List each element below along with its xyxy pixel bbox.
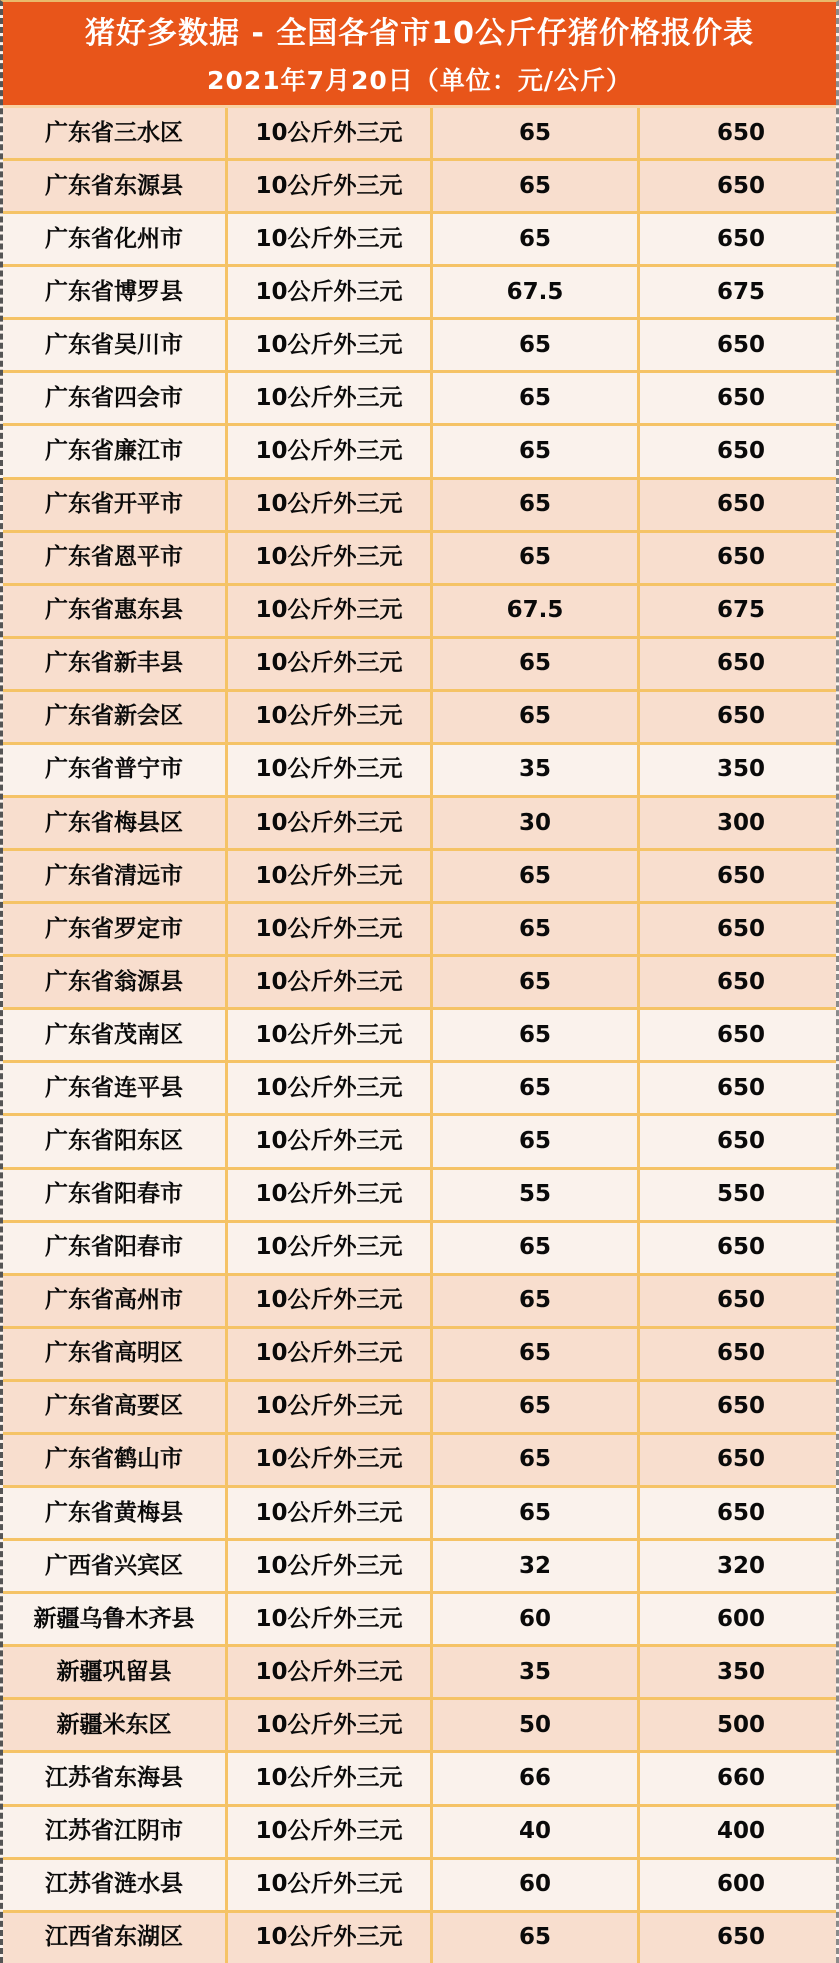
spec-cell: 10公斤外三元	[225, 533, 430, 583]
page-title: 猪好多数据 - 全国各省市10公斤仔猪价格报价表	[84, 16, 755, 51]
spec-cell: 10公斤外三元	[225, 320, 430, 370]
total-cell: 650	[637, 1010, 839, 1060]
price-cell: 65	[430, 108, 637, 158]
spec-cell: 10公斤外三元	[225, 1913, 430, 1963]
price-cell: 60	[430, 1594, 637, 1644]
table-row	[3, 848, 836, 901]
region-cell: 广东省阳春市	[45, 1181, 183, 1208]
region-cell: 广东省东源县	[45, 172, 183, 199]
total-cell: 650	[637, 1488, 839, 1538]
spec-cell: 10公斤外三元	[225, 1116, 430, 1166]
total-cell: 650	[637, 692, 839, 742]
price-cell: 67.5	[430, 267, 637, 317]
price-cell: 65	[430, 214, 637, 264]
price-cell: 32	[430, 1541, 637, 1591]
region-cell: 广东省四会市	[45, 384, 183, 411]
total-cell: 300	[637, 798, 839, 848]
table-row	[3, 105, 836, 158]
table-row	[3, 1485, 836, 1538]
total-cell: 650	[637, 851, 839, 901]
table-row	[3, 1591, 836, 1644]
total-cell: 650	[637, 373, 839, 423]
spec-cell: 10公斤外三元	[225, 1860, 430, 1910]
total-cell: 650	[637, 320, 839, 370]
total-cell: 650	[637, 426, 839, 476]
region-cell: 广东省高州市	[45, 1287, 183, 1314]
spec-cell: 10公斤外三元	[225, 1329, 430, 1379]
spec-cell: 10公斤外三元	[225, 1276, 430, 1326]
report-date: 2021年7月20日（单位：元/公斤）	[207, 66, 632, 95]
spec-cell: 10公斤外三元	[225, 1382, 430, 1432]
table-row	[3, 1379, 836, 1432]
region-cell: 广东省三水区	[45, 119, 183, 146]
total-cell: 350	[637, 745, 839, 795]
total-cell: 650	[637, 1329, 839, 1379]
region-cell: 江苏省江阴市	[45, 1818, 183, 1845]
price-cell: 65	[430, 851, 637, 901]
table-row	[3, 901, 836, 954]
region-cell: 新疆米东区	[56, 1711, 172, 1738]
spec-cell: 10公斤外三元	[225, 1753, 430, 1803]
price-cell: 65	[430, 373, 637, 423]
total-cell: 650	[637, 957, 839, 1007]
spec-cell: 10公斤外三元	[225, 108, 430, 158]
report-header	[3, 2, 836, 105]
spec-cell: 10公斤外三元	[225, 480, 430, 530]
spec-cell: 10公斤外三元	[225, 904, 430, 954]
table-row	[3, 317, 836, 370]
total-cell: 660	[637, 1753, 839, 1803]
table-row	[3, 689, 836, 742]
price-cell: 65	[430, 480, 637, 530]
price-cell: 65	[430, 639, 637, 689]
total-cell: 650	[637, 1223, 839, 1273]
total-cell: 675	[637, 267, 839, 317]
price-cell: 65	[430, 692, 637, 742]
table-row	[3, 211, 836, 264]
region-cell: 江西省东湖区	[45, 1924, 183, 1951]
region-cell: 广东省惠东县	[45, 597, 183, 624]
spec-cell: 10公斤外三元	[225, 373, 430, 423]
spec-cell: 10公斤外三元	[225, 1010, 430, 1060]
spec-cell: 10公斤外三元	[225, 161, 430, 211]
region-cell: 广东省新会区	[45, 703, 183, 730]
region-cell: 广东省梅县区	[45, 809, 183, 836]
total-cell: 400	[637, 1807, 839, 1857]
spec-cell: 10公斤外三元	[225, 426, 430, 476]
spec-cell: 10公斤外三元	[225, 851, 430, 901]
region-cell: 广东省罗定市	[45, 915, 183, 942]
region-cell: 广东省开平市	[45, 491, 183, 518]
table-row	[3, 477, 836, 530]
total-cell: 650	[637, 1063, 839, 1113]
table-row	[3, 1857, 836, 1910]
spec-cell: 10公斤外三元	[225, 745, 430, 795]
table-row	[3, 1273, 836, 1326]
region-cell: 广东省阳东区	[45, 1128, 183, 1155]
table-row	[3, 264, 836, 317]
price-cell: 35	[430, 745, 637, 795]
region-cell: 新疆乌鲁木齐县	[33, 1605, 195, 1632]
table-row	[3, 583, 836, 636]
region-cell: 江苏省涟水县	[45, 1871, 183, 1898]
table-row	[3, 1326, 836, 1379]
table-row	[3, 423, 836, 476]
spec-cell: 10公斤外三元	[225, 1063, 430, 1113]
spec-cell: 10公斤外三元	[225, 639, 430, 689]
total-cell: 600	[637, 1594, 839, 1644]
region-cell: 新疆巩留县	[56, 1658, 172, 1685]
table-row	[3, 1538, 836, 1591]
table-row	[3, 1432, 836, 1485]
region-cell: 广东省连平县	[45, 1074, 183, 1101]
price-cell: 55	[430, 1170, 637, 1220]
region-cell: 广东省高明区	[45, 1340, 183, 1367]
price-cell: 35	[430, 1647, 637, 1697]
spec-cell: 10公斤外三元	[225, 1541, 430, 1591]
table-row	[3, 954, 836, 1007]
spec-cell: 10公斤外三元	[225, 1647, 430, 1697]
region-cell: 广东省清远市	[45, 862, 183, 889]
price-cell: 66	[430, 1753, 637, 1803]
table-row	[3, 1910, 836, 1963]
price-cell: 65	[430, 1223, 637, 1273]
total-cell: 650	[637, 214, 839, 264]
region-cell: 广东省茂南区	[45, 1021, 183, 1048]
region-cell: 广东省新丰县	[45, 650, 183, 677]
spec-cell: 10公斤外三元	[225, 1488, 430, 1538]
region-cell: 广东省化州市	[45, 225, 183, 252]
region-cell: 广东省鹤山市	[45, 1446, 183, 1473]
spec-cell: 10公斤外三元	[225, 1807, 430, 1857]
region-cell: 广东省博罗县	[45, 278, 183, 305]
table-row	[3, 1750, 836, 1803]
price-cell: 65	[430, 1063, 637, 1113]
price-cell: 30	[430, 798, 637, 848]
price-cell: 65	[430, 1488, 637, 1538]
region-cell: 江苏省东海县	[45, 1764, 183, 1791]
total-cell: 650	[637, 639, 839, 689]
price-cell: 65	[430, 904, 637, 954]
spec-cell: 10公斤外三元	[225, 1435, 430, 1485]
region-cell: 广东省黄梅县	[45, 1499, 183, 1526]
table-row	[3, 636, 836, 689]
total-cell: 650	[637, 1276, 839, 1326]
table-row	[3, 370, 836, 423]
spec-cell: 10公斤外三元	[225, 267, 430, 317]
table-row	[3, 158, 836, 211]
table-row	[3, 1804, 836, 1857]
spec-cell: 10公斤外三元	[225, 1700, 430, 1750]
price-cell: 65	[430, 1276, 637, 1326]
spec-cell: 10公斤外三元	[225, 798, 430, 848]
price-cell: 65	[430, 161, 637, 211]
price-cell: 65	[430, 1913, 637, 1963]
region-cell: 广东省恩平市	[45, 544, 183, 571]
price-cell: 40	[430, 1807, 637, 1857]
region-cell: 广东省普宁市	[45, 756, 183, 783]
total-cell: 650	[637, 1382, 839, 1432]
price-cell: 65	[430, 1382, 637, 1432]
table-row	[3, 742, 836, 795]
table-row	[3, 1113, 836, 1166]
price-cell: 65	[430, 533, 637, 583]
total-cell: 675	[637, 586, 839, 636]
table-row	[3, 530, 836, 583]
total-cell: 550	[637, 1170, 839, 1220]
spec-cell: 10公斤外三元	[225, 1223, 430, 1273]
table-row	[3, 1007, 836, 1060]
spec-cell: 10公斤外三元	[225, 586, 430, 636]
price-cell: 65	[430, 1116, 637, 1166]
table-row	[3, 1060, 836, 1113]
table-row	[3, 1220, 836, 1273]
price-cell: 65	[430, 1329, 637, 1379]
price-cell: 67.5	[430, 586, 637, 636]
table-row	[3, 1697, 836, 1750]
table-row	[3, 1644, 836, 1697]
price-table	[3, 105, 836, 1963]
price-cell: 65	[430, 1435, 637, 1485]
region-cell: 广西省兴宾区	[45, 1552, 183, 1579]
price-cell: 50	[430, 1700, 637, 1750]
spec-cell: 10公斤外三元	[225, 214, 430, 264]
region-cell: 广东省廉江市	[45, 438, 183, 464]
total-cell: 650	[637, 533, 839, 583]
region-cell: 广东省吴川市	[45, 331, 183, 358]
price-cell: 65	[430, 1010, 637, 1060]
region-cell: 广东省翁源县	[45, 968, 183, 995]
price-cell: 65	[430, 320, 637, 370]
price-cell: 65	[430, 426, 637, 476]
total-cell: 650	[637, 161, 839, 211]
total-cell: 350	[637, 1647, 839, 1697]
spec-cell: 10公斤外三元	[225, 1594, 430, 1644]
spec-cell: 10公斤外三元	[225, 692, 430, 742]
table-row	[3, 1167, 836, 1220]
price-cell: 60	[430, 1860, 637, 1910]
table-row	[3, 795, 836, 848]
price-cell: 65	[430, 957, 637, 1007]
total-cell: 320	[637, 1541, 839, 1591]
total-cell: 650	[637, 904, 839, 954]
region-cell: 广东省阳春市	[45, 1234, 183, 1261]
total-cell: 600	[637, 1860, 839, 1910]
total-cell: 650	[637, 1913, 839, 1963]
total-cell: 650	[637, 480, 839, 530]
total-cell: 650	[637, 1435, 839, 1485]
spec-cell: 10公斤外三元	[225, 957, 430, 1007]
total-cell: 650	[637, 108, 839, 158]
total-cell: 500	[637, 1700, 839, 1750]
region-cell: 广东省高要区	[45, 1393, 183, 1420]
spec-cell: 10公斤外三元	[225, 1170, 430, 1220]
total-cell: 650	[637, 1116, 839, 1166]
